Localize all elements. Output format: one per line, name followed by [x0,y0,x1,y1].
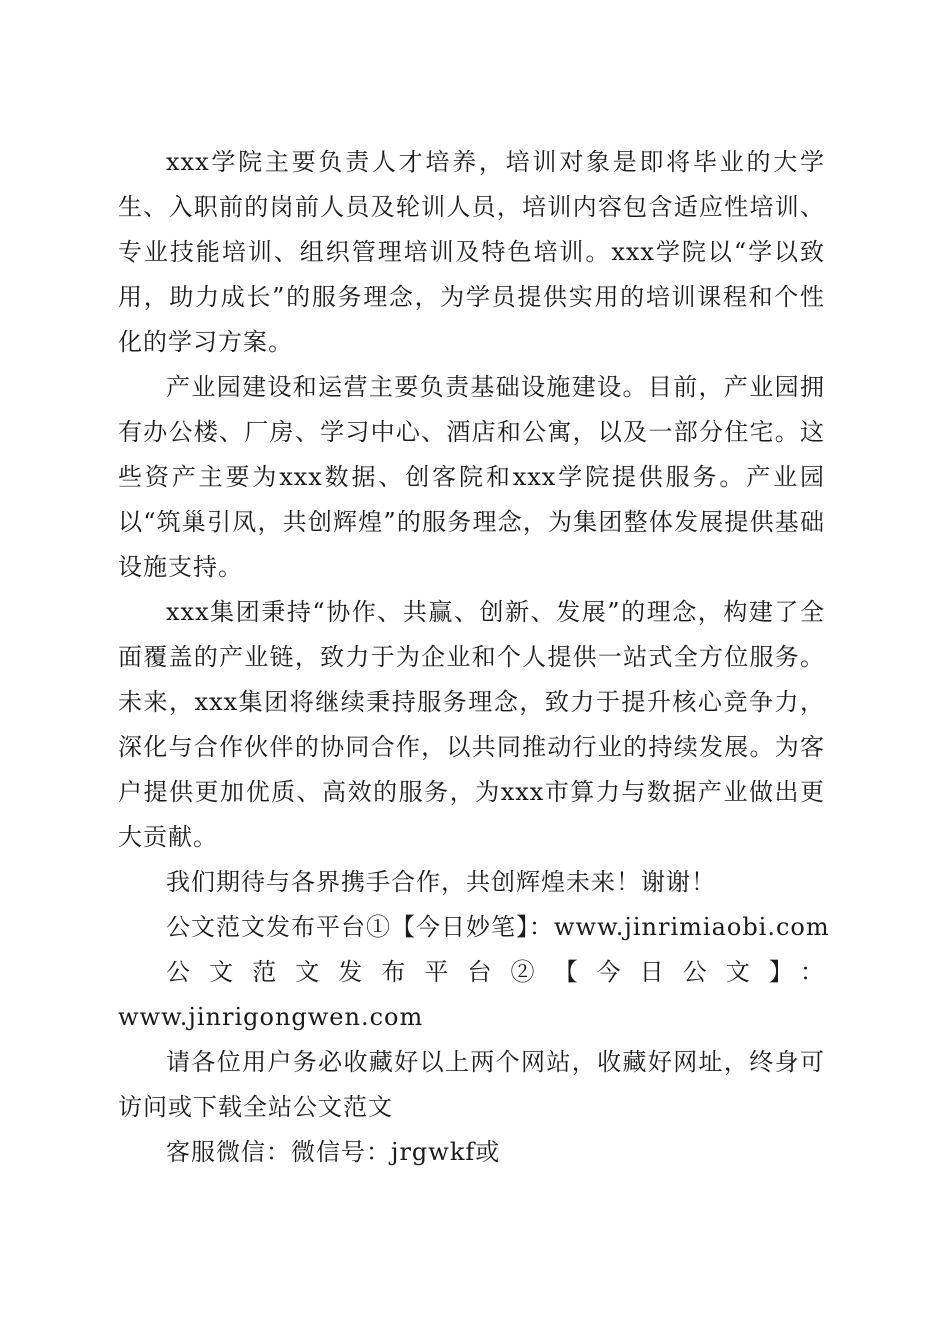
platform-2-url: www.jinrigongwen.com [118,1003,424,1031]
wechat-line: 客服微信：微信号：jrgwkf或 [166,1138,501,1166]
document-page [118,140,830,1175]
platform-2-label: 公文范文发布平台②【今日公文】： [166,958,825,986]
paragraph-academy: xxx学院主要负责人才培养，培训对象是即将毕业的大学生、入职前的岗前人员及轮训人员，培训内容包含适应性培训、专业技能培训、组织管理培训及特色培训。xxx学院以“学以致用，助力成长”的服务理念，为学员提供实用的培训课程和个性化的学习方案。 [118,148,825,356]
platform-1-line: 公文范文发布平台①【今日妙笔】：www.jinrimiaobi.com [166,913,830,941]
paragraph-industrial-park: 产业园建设和运营主要负责基础设施建设。目前，产业园拥有办公楼、厂房、学习中心、酒店和公寓，以及一部分住宅。这些资产主要为xxx数据、创客院和xxx学院提供服务。产业园以“筑巢引凤，共创辉煌”的服务理念，为集团整体发展提供基础设施支持。 [118,373,825,581]
paragraph-closing: 我们期待与各界携手合作，共创辉煌未来！谢谢！ [166,868,716,896]
paragraph-group-vision: xxx集团秉持“协作、共赢、创新、发展”的理念，构建了全面覆盖的产业链，致力于为企业和个人提供一站式全方位服务。未来，xxx集团将继续秉持服务理念，致力于提升核心竞争力，深化与合作伙伴的协同合作，以共同推动行业的持续发展。为客户提供更加优质、高效的服务，为xxx市算力与数据产业做出更大贡献。 [118,598,825,851]
notice-paragraph: 请各位用户务必收藏好以上两个网站，收藏好网址，终身可访问或下载全站公文范文 [118,1048,825,1121]
